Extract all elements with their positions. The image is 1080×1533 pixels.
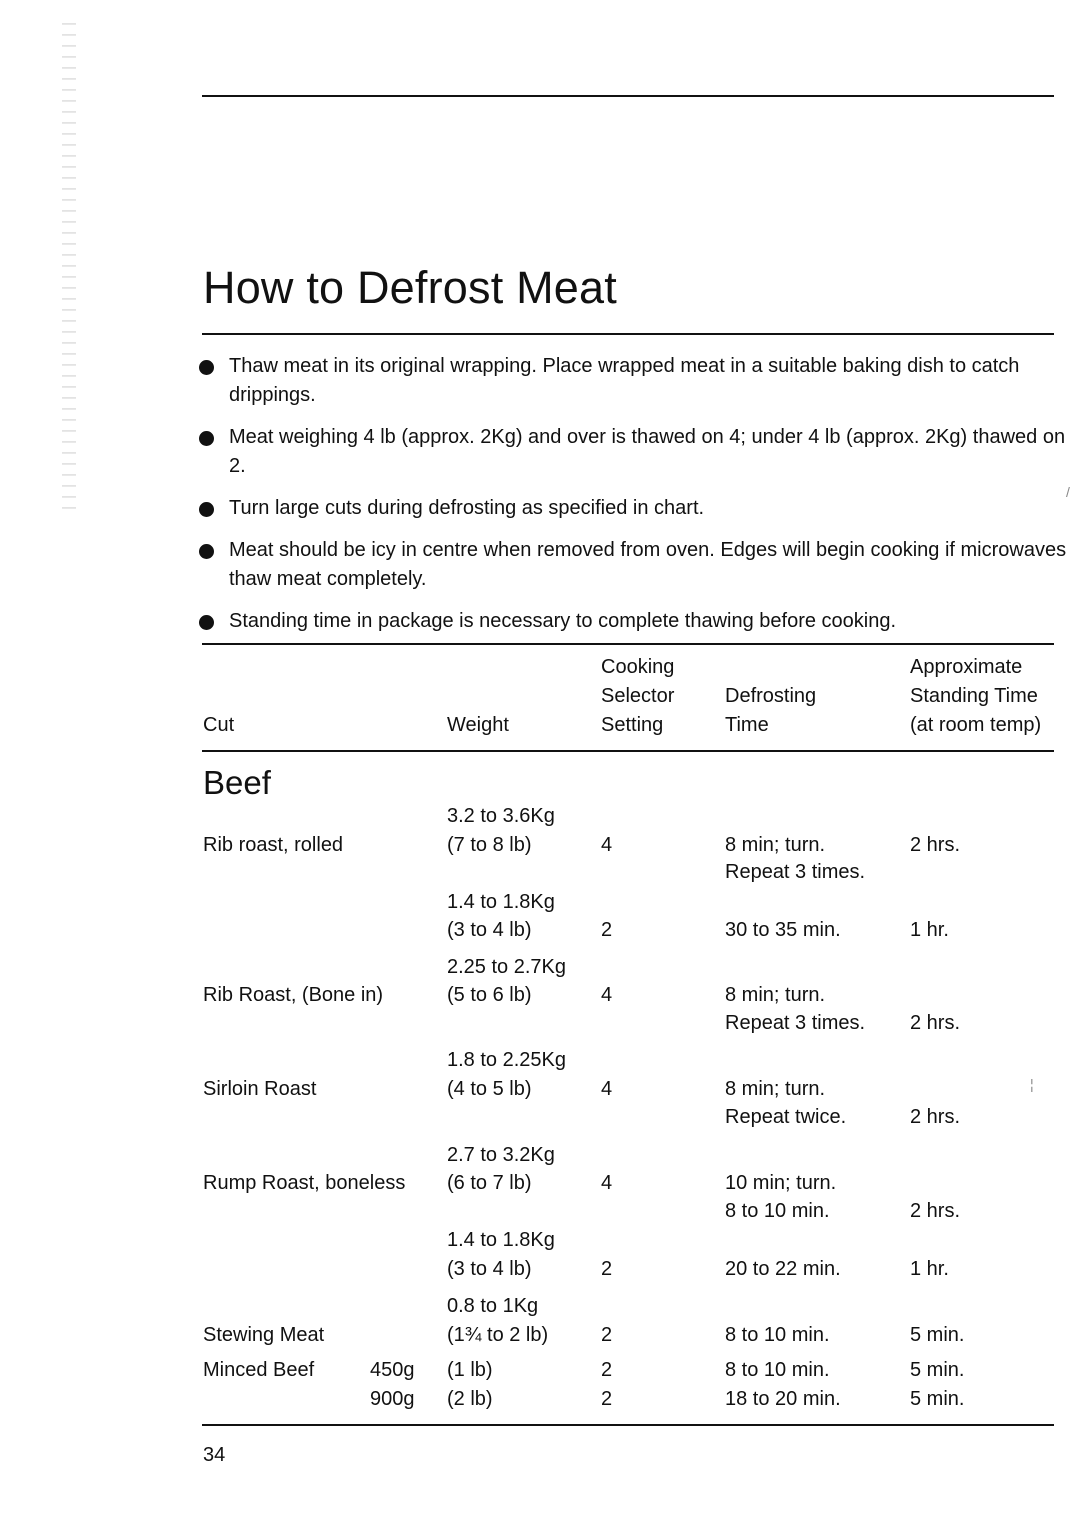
scan-speck: ¦ xyxy=(1030,1076,1034,1092)
weight-lb: (2 lb) xyxy=(447,1388,493,1410)
instruction-list xyxy=(199,352,1069,649)
cut-name: Rump Roast, boneless xyxy=(203,1172,406,1194)
cut-name: Sirloin Roast xyxy=(203,1078,317,1100)
selector-setting: 4 xyxy=(601,834,613,856)
header-standing: Approximate Standing Time (at room temp) xyxy=(910,656,1042,736)
defrost-time-note: Repeat 3 times. xyxy=(725,1012,866,1034)
bullet-icon xyxy=(199,360,214,375)
weight-kg: 3.2 to 3.6Kg xyxy=(447,805,555,827)
instruction-item: Meat should be icy in centre when removed from oven. Edges will begin cooking if microwaves thaw meat completely. xyxy=(199,536,1069,594)
weight-kg: 2.25 to 2.7Kg xyxy=(447,956,566,978)
weight-lb: (3 to 4 lb) xyxy=(447,1258,532,1280)
standing-time: 2 hrs. xyxy=(910,1106,961,1128)
weight-lb: (7 to 8 lb) xyxy=(447,834,532,856)
selector-setting: 4 xyxy=(601,984,613,1006)
header-setting: Cooking Selector Setting xyxy=(601,656,675,736)
standing-time: 2 hrs. xyxy=(910,1200,961,1222)
standing-time: 5 min. xyxy=(910,1324,965,1346)
weight-lb: (1¾ to 2 lb) xyxy=(447,1324,549,1346)
defrost-time: 8 min; turn. xyxy=(725,834,826,856)
scan-speck: / xyxy=(1066,484,1070,500)
weight-lb: (4 to 5 lb) xyxy=(447,1078,532,1100)
instruction-item: Standing time in package is necessary to complete thawing before cooking. xyxy=(199,607,1069,636)
defrost-time-note: 8 to 10 min. xyxy=(725,1200,830,1222)
weight-kg: 1.4 to 1.8Kg xyxy=(447,891,555,913)
bullet-icon xyxy=(199,615,214,630)
table-bottom-rule xyxy=(202,1424,1054,1426)
defrost-time-note: Repeat twice. xyxy=(725,1106,847,1128)
defrost-time: 8 to 10 min. xyxy=(725,1324,830,1346)
instruction-item: Meat weighing 4 lb (approx. 2Kg) and over is thawed on 4; under 4 lb (approx. 2Kg) thawed on 2. xyxy=(199,423,1069,481)
instruction-item: Thaw meat in its original wrapping. Place wrapped meat in a suitable baking dish to catch drippings. xyxy=(199,352,1069,410)
cut-name: Stewing Meat xyxy=(203,1324,325,1346)
weight-kg: 1.4 to 1.8Kg xyxy=(447,1229,555,1251)
defrost-time: 18 to 20 min. xyxy=(725,1388,841,1410)
page-number: 34 xyxy=(203,1444,226,1466)
defrost-time: 30 to 35 min. xyxy=(725,919,841,941)
standing-time: 1 hr. xyxy=(910,1258,949,1280)
selector-setting: 4 xyxy=(601,1172,613,1194)
standing-time: 2 hrs. xyxy=(910,834,961,856)
title-rule xyxy=(202,333,1054,335)
selector-setting: 2 xyxy=(601,1388,613,1410)
table-top-rule xyxy=(202,643,1054,645)
defrost-time-note: Repeat 3 times. xyxy=(725,861,866,883)
page-title: How to Defrost Meat xyxy=(203,262,617,313)
cut-name: Rib Roast, (Bone in) xyxy=(203,984,384,1006)
defrost-time: 8 to 10 min. xyxy=(725,1359,830,1381)
standing-time: 1 hr. xyxy=(910,919,949,941)
header-weight: Weight xyxy=(447,714,509,736)
weight-kg: 1.8 to 2.25Kg xyxy=(447,1049,566,1071)
standing-time: 5 min. xyxy=(910,1359,965,1381)
cut-name: Minced Beef xyxy=(203,1359,315,1381)
standing-time: 5 min. xyxy=(910,1388,965,1410)
instruction-item: Turn large cuts during defrosting as specified in chart. xyxy=(199,494,1069,523)
defrost-time: 10 min; turn. xyxy=(725,1172,837,1194)
defrost-time: 20 to 22 min. xyxy=(725,1258,841,1280)
weight-grams: 450g xyxy=(370,1359,415,1381)
defrost-time: 8 min; turn. xyxy=(725,1078,826,1100)
header-cut: Cut xyxy=(203,714,235,736)
cut-name: Rib roast, rolled xyxy=(203,834,344,856)
top-rule xyxy=(202,95,1054,97)
selector-setting: 2 xyxy=(601,919,613,941)
scan-margin-noise xyxy=(62,20,76,510)
weight-grams: 900g xyxy=(370,1388,415,1410)
selector-setting: 2 xyxy=(601,1324,613,1346)
selector-setting: 2 xyxy=(601,1359,613,1381)
selector-setting: 4 xyxy=(601,1078,613,1100)
bullet-icon xyxy=(199,431,214,446)
weight-lb: (1 lb) xyxy=(447,1359,493,1381)
defrost-time: 8 min; turn. xyxy=(725,984,826,1006)
header-rule xyxy=(202,750,1054,752)
weight-lb: (5 to 6 lb) xyxy=(447,984,532,1006)
weight-lb: (6 to 7 lb) xyxy=(447,1172,532,1194)
section-title: Beef xyxy=(203,764,271,801)
selector-setting: 2 xyxy=(601,1258,613,1280)
bullet-icon xyxy=(199,502,214,517)
weight-kg: 2.7 to 3.2Kg xyxy=(447,1144,555,1166)
weight-kg: 0.8 to 1Kg xyxy=(447,1295,539,1317)
bullet-icon xyxy=(199,544,214,559)
header-time: Defrosting Time xyxy=(725,685,817,736)
weight-lb: (3 to 4 lb) xyxy=(447,919,532,941)
standing-time: 2 hrs. xyxy=(910,1012,961,1034)
